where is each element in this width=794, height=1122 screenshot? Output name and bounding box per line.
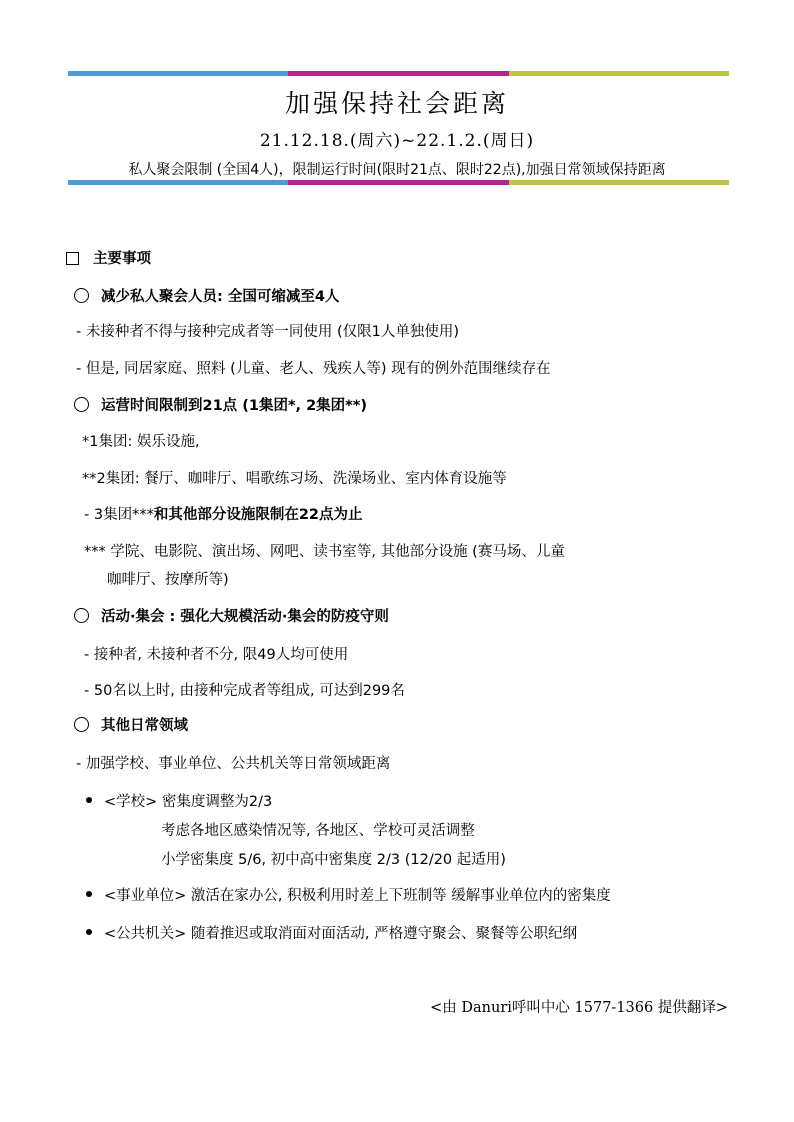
list-item-continuation: 咖啡厅、按摩所等) — [107, 572, 229, 588]
list-item: - 但是, 同居家庭、照料 (儿童、老人、残疾人等) 现有的例外范围继续存在 — [76, 361, 551, 377]
translation-credit: <由 Danuri呼叫中心 1577-1366 提供翻译> — [430, 1000, 728, 1016]
list-item-continuation: 考虑各地区感染情况等, 各地区、学校可灵活调整 — [161, 823, 475, 839]
top-color-bar — [68, 71, 729, 76]
list-item: - 加强学校、事业单位、公共机关等日常领域距离 — [76, 756, 391, 772]
subtitle: 私人聚会限制 (全国4人)，限制运行时间(限时21点、限时22点),加强日常领域保持距离 — [128, 162, 666, 178]
bullet-item-workplace: <事业单位> 激活在家办公, 积极利用时差上下班制等 缓解事业单位内的密集度 — [86, 886, 611, 906]
list-item: - 50名以上时, 由接种完成者等组成, 可达到299名 — [84, 683, 405, 699]
bottom-color-bar — [68, 180, 729, 185]
item-other-daily: 其他日常领域 — [74, 716, 188, 736]
circle-bullet-icon — [74, 288, 89, 303]
bullet-dot-icon — [86, 891, 92, 897]
list-item: **2集团: 餐厅、咖啡厅、唱歌练习场、洗澡场业、室内体育设施等 — [82, 471, 507, 487]
item-operating-hours: 运营时间限制到21点 (1集团*, 2集团**) — [74, 396, 367, 416]
item-private-gathering: 减少私人聚会人员: 全国可缩减至4人 — [74, 287, 339, 307]
checkbox-icon — [66, 252, 79, 265]
list-item: - 未接种者不得与接种完成者等一同使用 (仅限1人单独使用) — [76, 324, 459, 340]
list-item-continuation: 小学密集度 5/6, 初中高中密集度 2/3 (12/20 起适用) — [161, 852, 506, 868]
list-item: - 接种者, 未接种者不分, 限49人均可使用 — [84, 647, 349, 663]
circle-bullet-icon — [74, 608, 89, 623]
bullet-dot-icon — [86, 797, 92, 803]
circle-bullet-icon — [74, 397, 89, 412]
item-events-gatherings: 活动·集会 : 强化大规模活动·集会的防疫守则 — [74, 607, 389, 627]
list-item: *1集团: 娱乐设施, — [82, 434, 200, 450]
list-item: *** 学院、电影院、演出场、网吧、读书室等, 其他部分设施 (赛马场、儿童 — [84, 544, 565, 560]
date-range: 21.12.18.(周六)~22.1.2.(周日) — [259, 131, 535, 151]
bullet-item-public-agency: <公共机关> 随着推迟或取消面对面活动, 严格遵守聚会、聚餐等公职纪纲 — [86, 924, 577, 944]
section-heading: 主要事项 — [66, 249, 151, 269]
page-title: 加强保持社会距离 — [284, 89, 509, 118]
bullet-item-school: <学校> 密集度调整为2/3 — [86, 792, 272, 812]
bullet-dot-icon — [86, 929, 92, 935]
list-item: - 3集团***和其他部分设施限制在22点为止 — [84, 507, 363, 523]
circle-bullet-icon — [74, 717, 89, 732]
